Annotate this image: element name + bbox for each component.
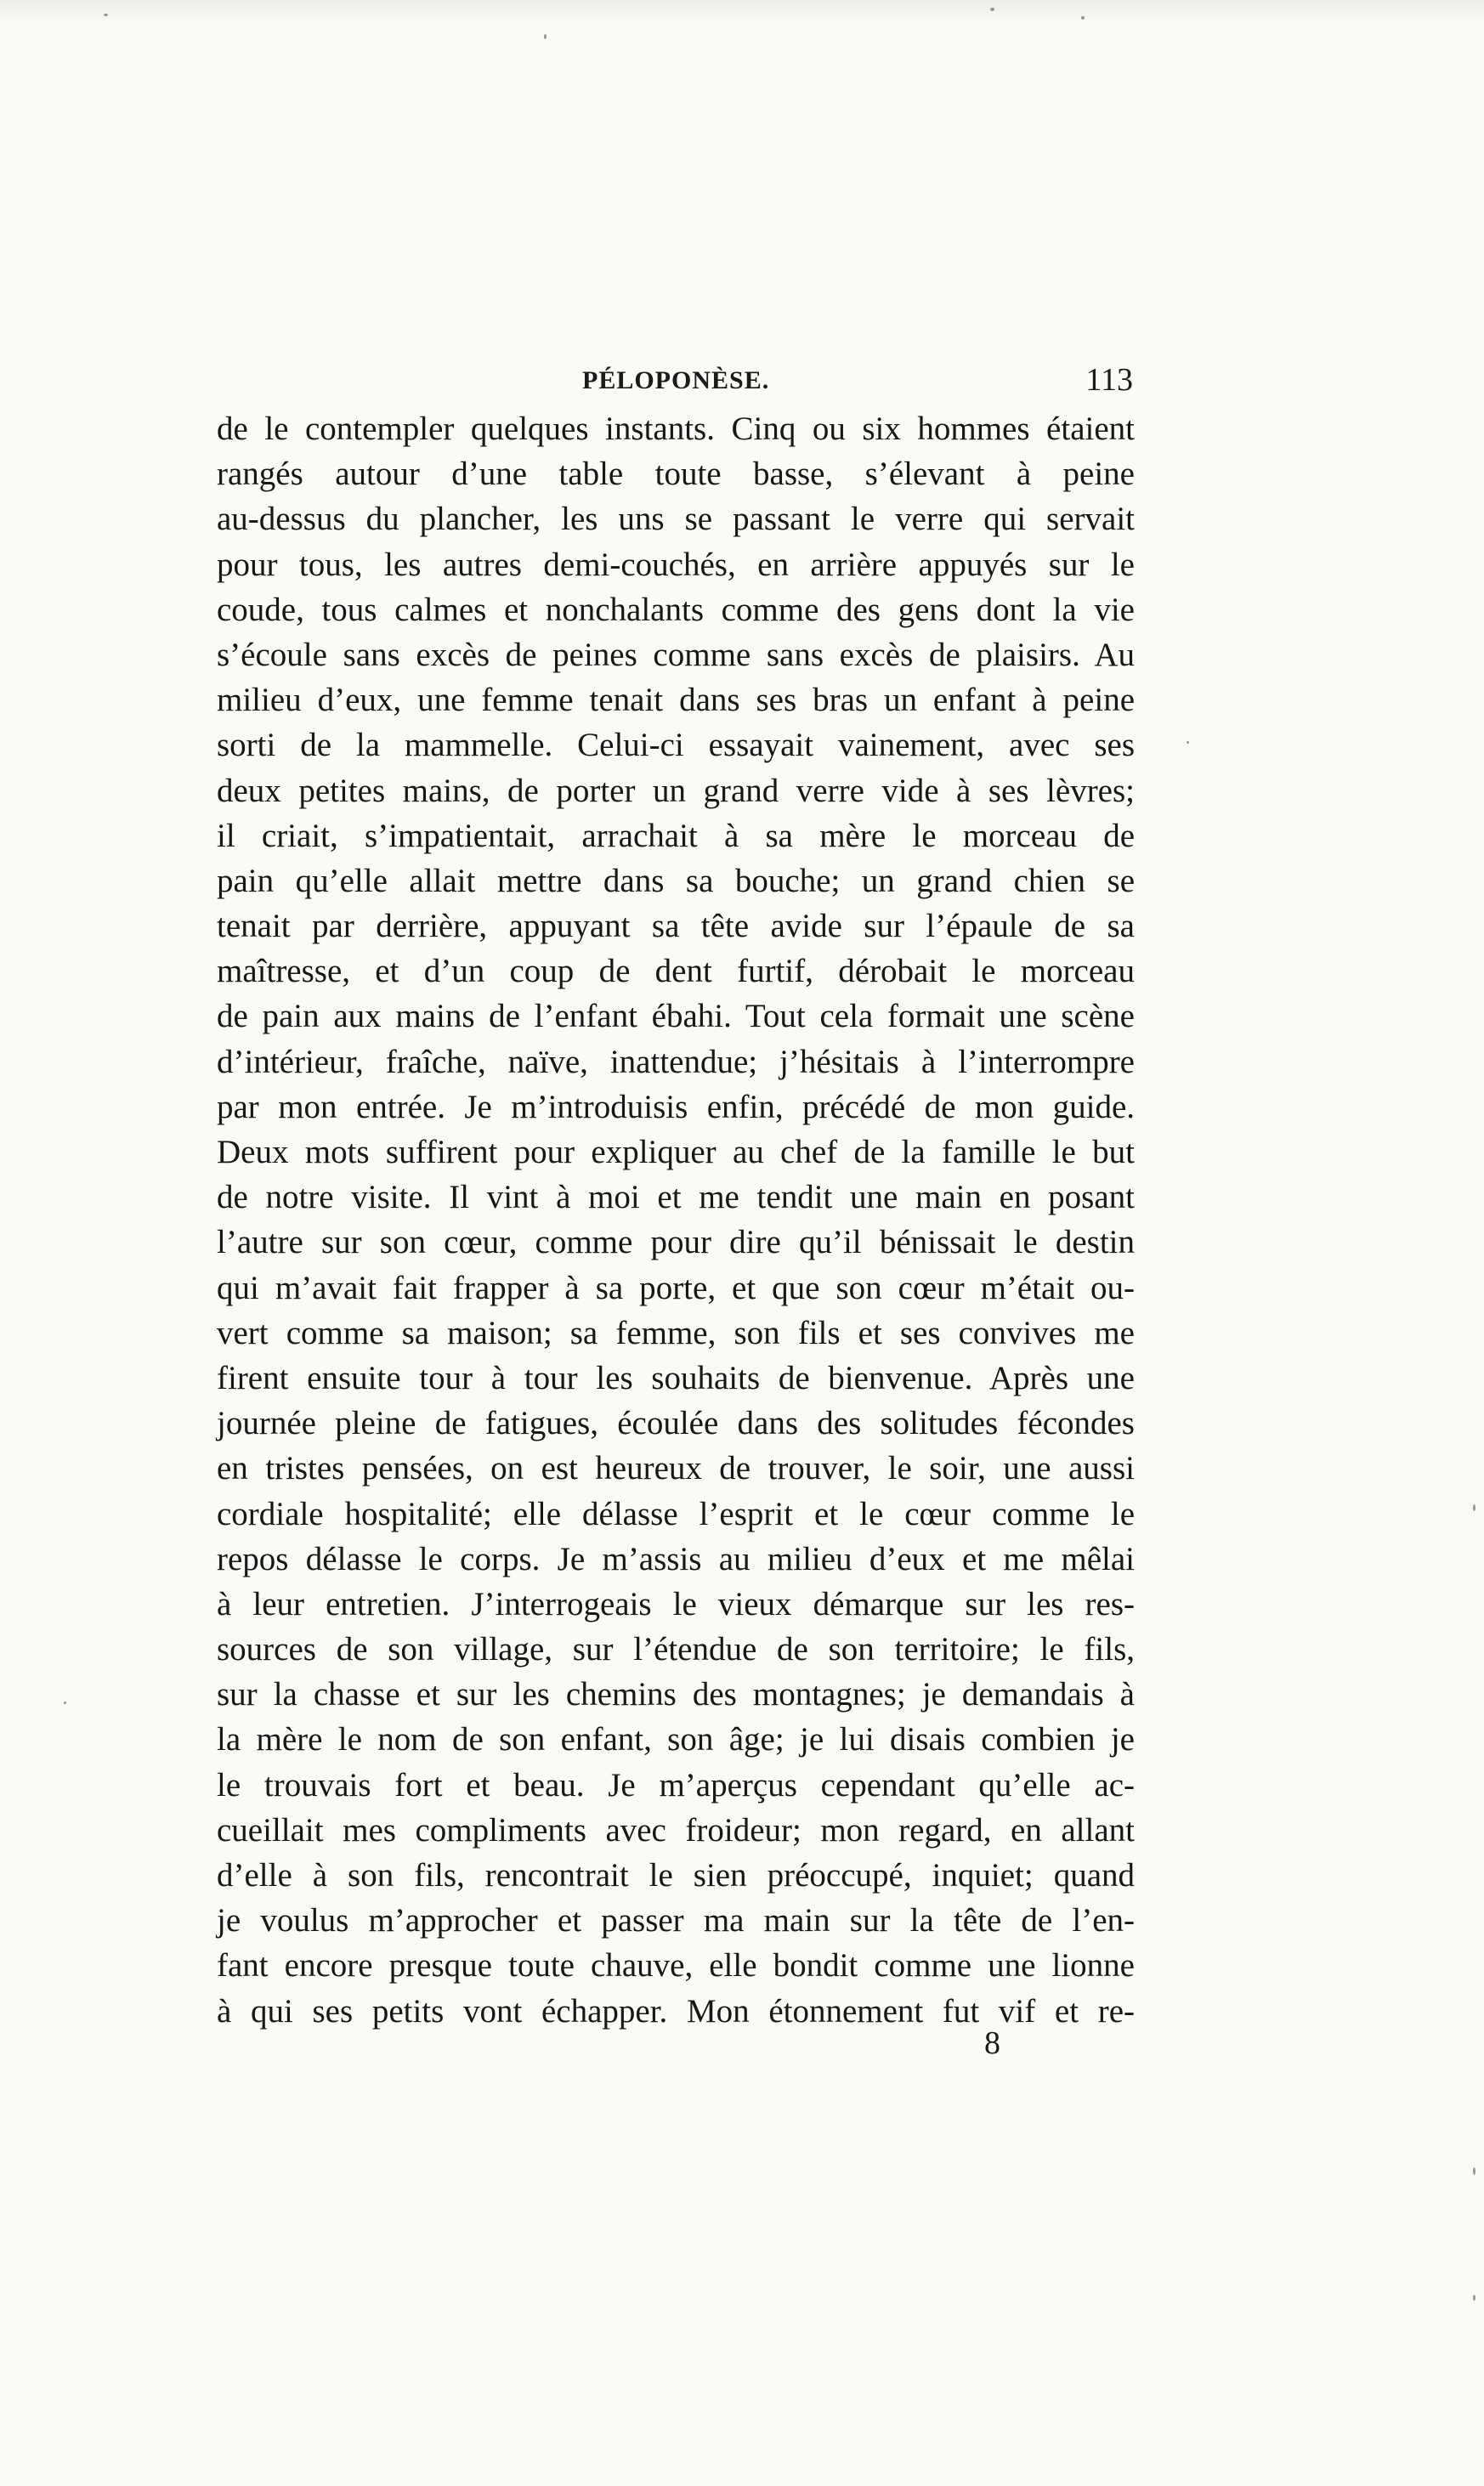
text-line: sur la chasse et sur les chemins des montagnes; je demandais à: [217, 1676, 1135, 1713]
scan-speck: [104, 14, 108, 16]
text-line: je voulus m’approcher et passer ma main sur la tête de l’en-: [217, 1902, 1135, 1940]
text-line: de pain aux mains de l’enfant ébahi. Tout cela formait une scène: [217, 998, 1135, 1035]
text-line: pain qu’elle allait mettre dans sa bouche; un grand chien se: [217, 862, 1135, 899]
text-line: à leur entretien. J’interrogeais le vieux démarque sur les res-: [217, 1585, 1135, 1622]
running-title: PÉLOPONÈSE.: [582, 366, 770, 394]
text-line: maîtresse, et d’un coup de dent furtif, dérobait le morceau: [217, 953, 1135, 990]
scan-speck: [1473, 1504, 1476, 1511]
text-line: en tristes pensées, on est heureux de trouver, le soir, une aussi: [217, 1450, 1135, 1487]
text-line: au-dessus du plancher, les uns se passant le verre qui servait: [217, 501, 1135, 538]
text-line: qui m’avait fait frapper à sa porte, et que son cœur m’était ou-: [217, 1269, 1135, 1306]
scan-edge-shadow: [0, 0, 1484, 24]
scan-speck: [1473, 2167, 1476, 2175]
scan-speck: [1081, 16, 1085, 20]
text-line: d’elle à son fils, rencontrait le sien préoccupé, inquiet; quand: [217, 1857, 1135, 1894]
text-line: coude, tous calmes et nonchalants comme des gens dont la vie: [217, 591, 1135, 628]
text-line: rangés autour d’une table toute basse, s’élevant à peine: [217, 456, 1135, 493]
text-line: fant encore presque toute chauve, elle bondit comme une lionne: [217, 1947, 1135, 1985]
text-line: de notre visite. Il vint à moi et me tendit une main en posant: [217, 1179, 1135, 1216]
scan-speck: [544, 34, 547, 39]
scan-speck: [1187, 741, 1189, 744]
text-line: de le contempler quelques instants. Cinq ou six hommes étaient: [217, 411, 1135, 447]
text-line: cueillait mes compliments avec froideur; mon regard, en allant: [217, 1811, 1135, 1849]
page-number: 113: [1085, 362, 1133, 398]
text-line: l’autre sur son cœur, comme pour dire qu’il bénissait le destin: [217, 1224, 1135, 1261]
text-line: par mon entrée. Je m’introduisis enfin, précédé de mon guide.: [217, 1088, 1135, 1125]
text-line: journée pleine de fatigues, écoulée dans des solitudes fécondes: [217, 1405, 1135, 1442]
scan-speck: [64, 1702, 66, 1704]
text-line: firent ensuite tour à tour les souhaits de bienvenue. Après une: [217, 1359, 1135, 1396]
scan-speck: [990, 8, 994, 11]
text-line: il criait, s’impatientait, arrachait à sa mère le morceau de: [217, 817, 1135, 854]
text-line: vert comme sa maison; sa femme, son fils et ses convives me: [217, 1314, 1135, 1351]
signature-mark: 8: [984, 2025, 1000, 2061]
scan-speck: [1473, 2295, 1476, 2301]
text-line: sources de son village, sur l’étendue de son territoire; le fils,: [217, 1631, 1135, 1668]
text-line: deux petites mains, de porter un grand verre vide à ses lèvres;: [217, 772, 1135, 809]
text-line: cordiale hospitalité; elle délasse l’esprit et le cœur comme le: [217, 1495, 1135, 1532]
text-line: repos délasse le corps. Je m’assis au milieu d’eux et me mêlai: [217, 1540, 1135, 1577]
text-line: milieu d’eux, une femme tenait dans ses bras un enfant à peine: [217, 682, 1135, 719]
text-line: sorti de la mammelle. Celui-ci essayait vainement, avec ses: [217, 727, 1135, 764]
text-line: d’intérieur, fraîche, naïve, inattendue; j’hésitais à l’interrompre: [217, 1043, 1135, 1080]
text-line: le trouvais fort et beau. Je m’aperçus cependant qu’elle ac-: [217, 1766, 1135, 1804]
text-line: la mère le nom de son enfant, son âge; je lui disais combien je: [217, 1721, 1135, 1758]
text-line: Deux mots suffirent pour expliquer au chef de la famille le but: [217, 1134, 1135, 1170]
text-line: s’écoule sans excès de peines comme sans excès de plaisirs. Au: [217, 636, 1135, 673]
page-header: [217, 361, 1135, 404]
text-line: pour tous, les autres demi-couchés, en arrière appuyés sur le: [217, 546, 1135, 583]
body-text: [217, 406, 1135, 2034]
text-line: tenait par derrière, appuyant sa tête avide sur l’épaule de sa: [217, 908, 1135, 945]
text-line: à qui ses petits vont échapper. Mon étonnement fut vif et re-: [217, 1992, 1135, 2030]
